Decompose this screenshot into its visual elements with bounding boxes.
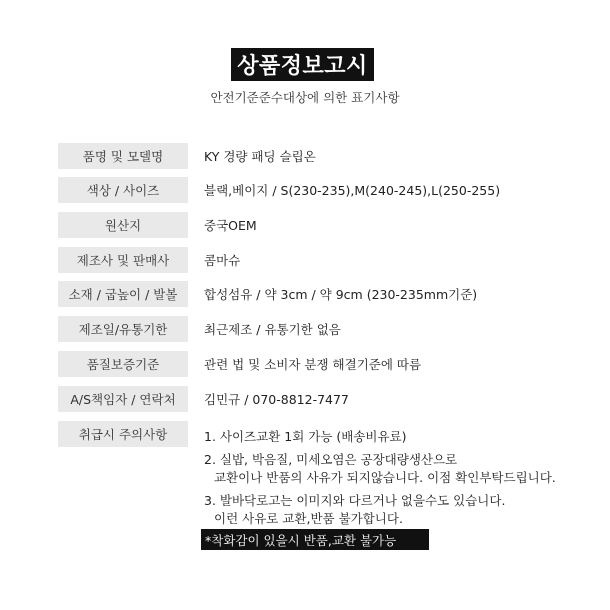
info-label: 품질보증기준 — [58, 351, 188, 377]
info-row-origin — [58, 212, 257, 238]
page-subtitle: 안전기준준수대상에 의한 표기사항 — [210, 90, 400, 105]
info-value: 관련 법 및 소비자 분쟁 해결기준에 따름 — [204, 357, 422, 372]
info-label: 원산지 — [58, 212, 188, 238]
info-label: 색상 / 사이즈 — [58, 177, 188, 203]
info-value: 최근제조 / 유통기한 없음 — [204, 322, 341, 337]
info-row-material — [58, 281, 477, 307]
caution-note-line: 1. 사이즈교환 1회 가능 (배송비유료) — [204, 429, 407, 444]
info-row-product-name — [58, 143, 316, 169]
caution-note-line: 3. 발바닥로고는 이미지와 다르거나 없을수도 있습니다. — [204, 493, 506, 508]
caution-note-line: 2. 실밥, 박음질, 미세오염은 공장대량생산으로 — [204, 452, 458, 467]
info-label: 소재 / 굽높이 / 발볼 — [58, 281, 188, 307]
info-label: 제조일/유통기한 — [58, 316, 188, 342]
info-label: A/S책임자 / 연락처 — [58, 386, 188, 412]
info-value: KY 경량 패딩 슬립온 — [204, 149, 316, 164]
info-label: 품명 및 모델명 — [58, 143, 188, 169]
caution-note — [204, 451, 556, 487]
info-value: 중국OEM — [204, 218, 257, 233]
info-value: 블랙,베이지 / S(230-235),M(240-245),L(250-255) — [204, 183, 501, 198]
info-row-color-size — [58, 177, 500, 203]
info-value: 콤마슈 — [204, 253, 241, 268]
info-value: 합성섬유 / 약 3cm / 약 9cm (230-235mm기준) — [204, 287, 478, 302]
caution-note-line: 이런 사유로 교환,반품 불가합니다. — [214, 511, 403, 526]
info-row-manufacture-date — [58, 316, 341, 342]
info-value: 김민규 / 070-8812-7477 — [204, 392, 349, 407]
caution-note — [204, 492, 556, 528]
info-row-manufacturer — [58, 247, 240, 273]
info-label: 제조사 및 판매사 — [58, 247, 188, 273]
info-row-quality-warranty — [58, 351, 421, 377]
info-row-as-contact — [58, 386, 349, 412]
info-label: 취급시 주의사항 — [58, 421, 188, 447]
caution-notes — [204, 428, 556, 528]
warning-banner: *착화감이 있을시 반품,교환 불가능 — [201, 529, 429, 550]
page-title: 상품정보고시 — [231, 48, 374, 81]
caution-note-line: 교환이나 반품의 사유가 되지않습니다. 이점 확인부탁드립니다. — [214, 470, 556, 485]
info-row-handling-cautions — [58, 421, 188, 447]
caution-note — [204, 428, 556, 446]
